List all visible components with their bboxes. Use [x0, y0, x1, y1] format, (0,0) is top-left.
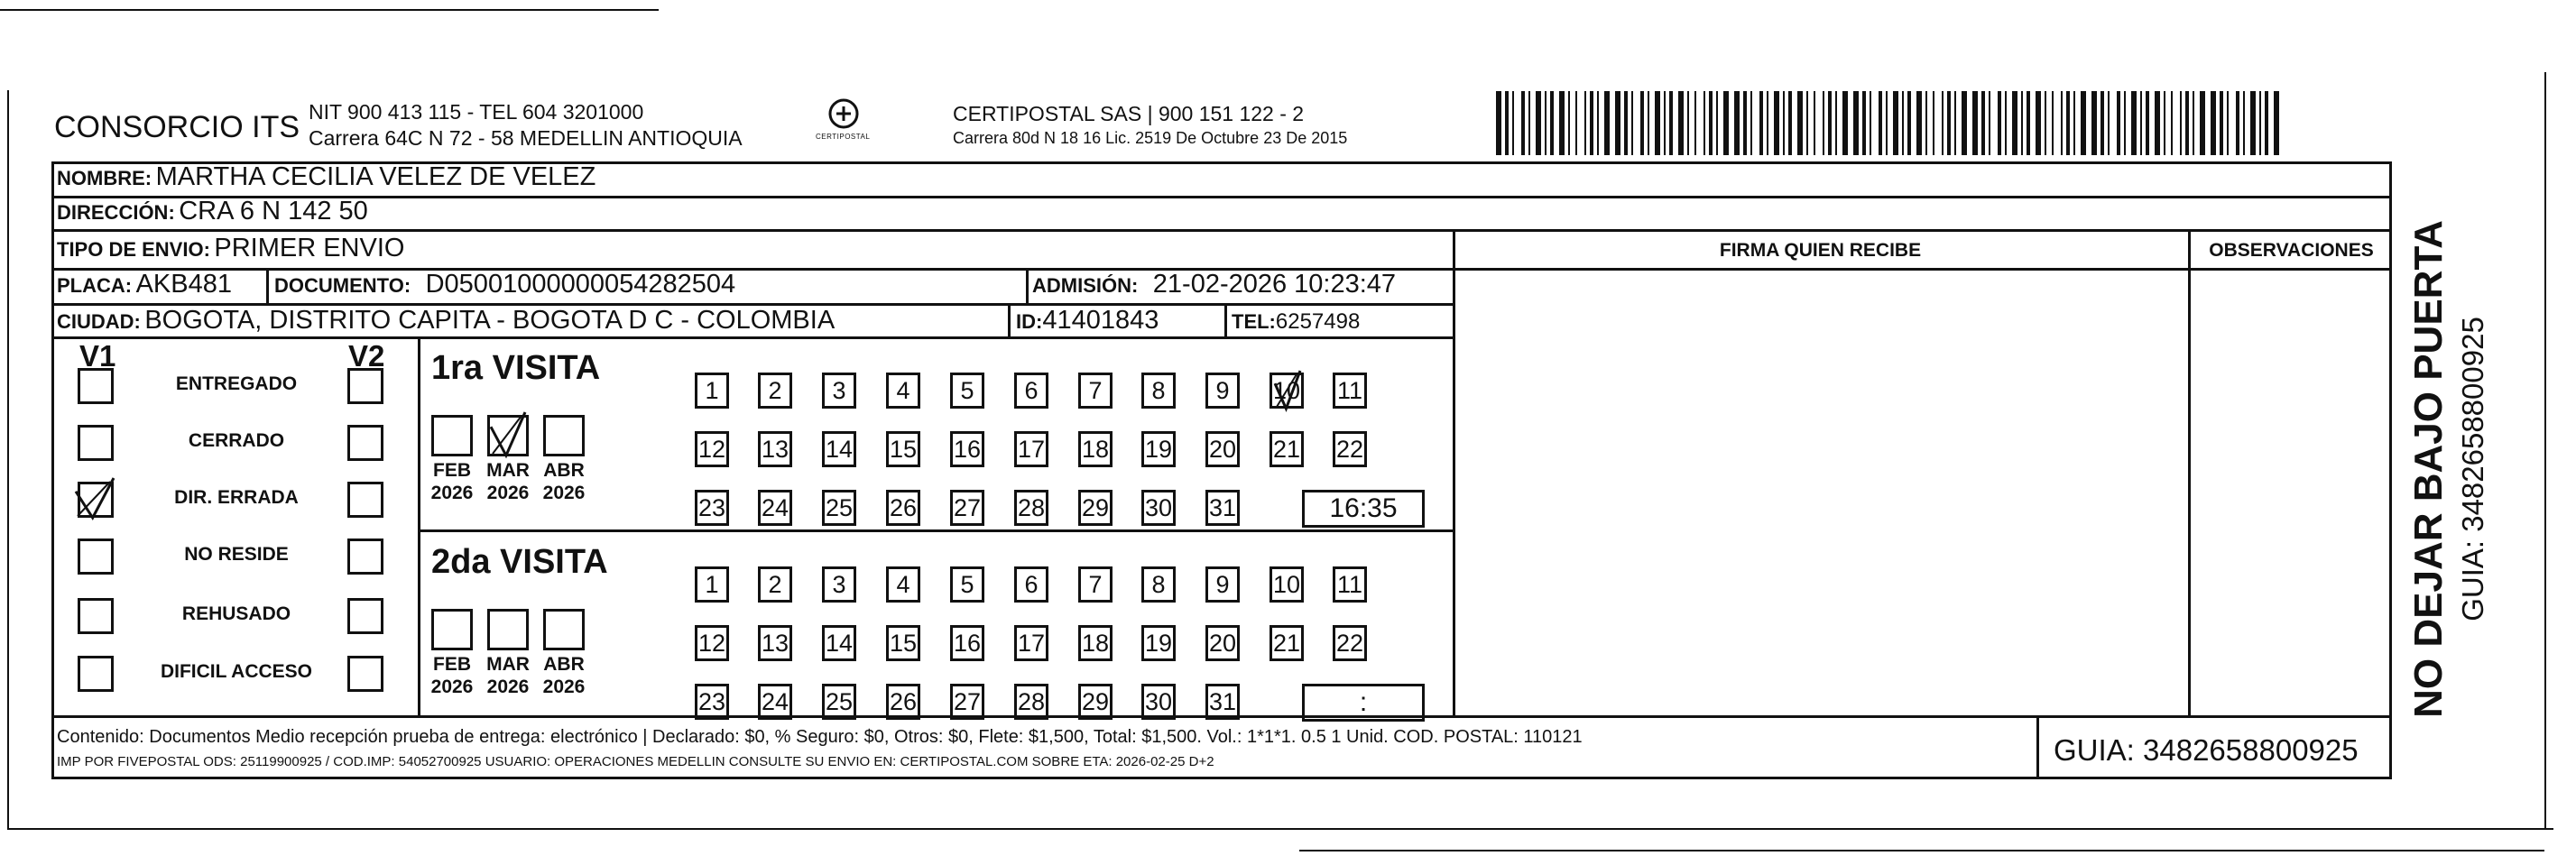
visit-2-day-28[interactable]: 28 [1014, 684, 1048, 720]
visit-1-day-21[interactable]: 21 [1270, 431, 1304, 467]
visit-1-day-18[interactable]: 18 [1078, 431, 1113, 467]
carrier-logo-icon [812, 96, 875, 150]
visit-1-day-19[interactable]: 19 [1141, 431, 1176, 467]
visit-1-day-15[interactable]: 15 [886, 431, 920, 467]
ciudad-cell [57, 306, 835, 336]
row-line-2 [51, 229, 2392, 232]
visit-1-day-4[interactable]: 4 [886, 373, 920, 409]
visit-1-day-22[interactable]: 22 [1333, 431, 1367, 467]
v2-checkbox-5[interactable] [347, 598, 383, 634]
visit-2-day-7[interactable]: 7 [1078, 566, 1113, 603]
placa-cell [57, 270, 232, 299]
visit-2-day-1[interactable]: 1 [695, 566, 729, 603]
visit-2-day-4[interactable]: 4 [886, 566, 920, 603]
carrier-address: Carrera 80d N 18 16 Lic. 2519 De Octubre 23 De 2015 [953, 129, 1348, 147]
documento-value: D05001000000054282504 [425, 270, 736, 299]
visit-2-day-15[interactable]: 15 [886, 625, 920, 661]
firma-header: FIRMA QUIEN RECIBE [1719, 240, 1922, 261]
visit-divider [418, 529, 1453, 532]
visit-2-day-26[interactable]: 26 [886, 684, 920, 720]
visit-1-day-7[interactable]: 7 [1078, 373, 1113, 409]
visit-2-day-5[interactable]: 5 [950, 566, 984, 603]
visit-title-2: 2da VISITA [431, 543, 608, 581]
ciudad-value: BOGOTA, DISTRITO CAPITA - BOGOTA D C - COLOMBIA [144, 306, 836, 335]
tel-label: TEL: [1232, 310, 1276, 333]
visit-1-month-label-2: MAR [486, 460, 530, 481]
visit-title-1: 1ra VISITA [431, 349, 601, 387]
visit-1-day-9[interactable]: 9 [1205, 373, 1240, 409]
company-address: Carrera 64C N 72 - 58 MEDELLIN ANTIOQUIA [309, 126, 743, 150]
paper-edge-bottom [9, 828, 2553, 830]
visit-1-day-1[interactable]: 1 [695, 373, 729, 409]
visit-1-day-27[interactable]: 27 [950, 490, 984, 526]
visit-2-day-30[interactable]: 30 [1141, 684, 1176, 720]
visit-2-year-label-2: 2026 [486, 677, 530, 697]
v1-checkbox-2[interactable] [78, 425, 114, 461]
visit-2-day-9[interactable]: 9 [1205, 566, 1240, 603]
visit-1-day-8[interactable]: 8 [1141, 373, 1176, 409]
visit-1-day-24[interactable]: 24 [758, 490, 792, 526]
barcode [1496, 91, 2285, 155]
visit-2-day-31[interactable]: 31 [1205, 684, 1240, 720]
tipo-row [57, 234, 404, 263]
tipo-label: TIPO DE ENVIO: [57, 238, 210, 261]
tipo-value: PRIMER ENVIO [214, 234, 405, 262]
visit-2-month-label-1: FEB [433, 654, 471, 675]
visit-1-day-16[interactable]: 16 [950, 431, 984, 467]
side-warning: NO DEJAR BAJO PUERTA [2406, 220, 2451, 718]
carrier-name: CERTIPOSTAL SAS | 900 151 122 - 2 [953, 102, 1305, 125]
nombre-label: NOMBRE: [57, 167, 152, 189]
visit-1-day-6[interactable]: 6 [1014, 373, 1048, 409]
visit-2-day-29[interactable]: 29 [1078, 684, 1113, 720]
visit-1-day-check [1273, 369, 1302, 410]
visit-2-year-label-1: 2026 [430, 677, 474, 697]
v1-check-mark [74, 476, 115, 520]
direccion-value: CRA 6 N 142 50 [179, 197, 368, 226]
visit-2-day-8[interactable]: 8 [1141, 566, 1176, 603]
visit-2-month-label-2: MAR [486, 654, 530, 675]
col-city-id [1008, 303, 1011, 336]
visit-2-day-27[interactable]: 27 [950, 684, 984, 720]
admision-label: ADMISIÓN: [1032, 274, 1139, 297]
tel-cell [1232, 309, 1360, 335]
col-firma-header-line [1453, 268, 2392, 271]
visit-1-day-30[interactable]: 30 [1141, 490, 1176, 526]
paper-edge-top [0, 9, 659, 11]
visit-2-day-19[interactable]: 19 [1141, 625, 1176, 661]
v1-label: V1 [79, 339, 116, 373]
placa-label: PLACA: [57, 274, 133, 297]
status-label-2: CERRADO [188, 430, 285, 451]
v2-label: V2 [348, 339, 385, 373]
visit-2-day-6[interactable]: 6 [1014, 566, 1048, 603]
v1-checkbox-6[interactable] [78, 656, 114, 692]
status-right-line [418, 336, 420, 715]
visit-1-day-3[interactable]: 3 [822, 373, 856, 409]
col-firma-left [1453, 229, 1455, 715]
visit-1-day-5[interactable]: 5 [950, 373, 984, 409]
placa-value: AKB481 [135, 270, 232, 299]
direccion-label: DIRECCIÓN: [57, 201, 175, 224]
visit-1-day-11[interactable]: 11 [1333, 373, 1367, 409]
status-label-4: NO RESIDE [184, 544, 289, 565]
visit-1-day-20[interactable]: 20 [1205, 431, 1240, 467]
visit-1-month-box-3[interactable] [543, 415, 585, 456]
side-guia: GUIA: 3482658800925 [2456, 317, 2489, 621]
v1-checkbox-5[interactable] [78, 598, 114, 634]
col-id-tel [1224, 303, 1227, 336]
visit-2-day-18[interactable]: 18 [1078, 625, 1113, 661]
footer-guia-sep [2036, 715, 2039, 779]
nombre-row [57, 162, 596, 192]
visit-1-day-26[interactable]: 26 [886, 490, 920, 526]
status-label-3: DIR. ERRADA [174, 487, 299, 508]
visit-1-month-box-1[interactable] [431, 415, 473, 456]
row-line-1 [51, 196, 2392, 198]
paper-edge-left [7, 90, 9, 830]
visit-2-day-3[interactable]: 3 [822, 566, 856, 603]
visit-1-day-17[interactable]: 17 [1014, 431, 1048, 467]
carrier-logo [812, 96, 875, 150]
visit-1-day-10[interactable]: 10 [1270, 373, 1304, 409]
visit-2-day-17[interactable]: 17 [1014, 625, 1048, 661]
col-doc-adm [1026, 268, 1029, 303]
visit-2-day-14[interactable]: 14 [822, 625, 856, 661]
company-nit: NIT 900 413 115 - TEL 604 3201000 [309, 100, 644, 124]
visit-2-day-21[interactable]: 21 [1270, 625, 1304, 661]
visit-1-day-13[interactable]: 13 [758, 431, 792, 467]
footer-guia: GUIA: 3482658800925 [2054, 733, 2359, 767]
visit-2-day-11[interactable]: 11 [1333, 566, 1367, 603]
v2-checkbox-6[interactable] [347, 656, 383, 692]
visit-2-month-label-3: ABR [543, 654, 585, 675]
v2-checkbox-2[interactable] [347, 425, 383, 461]
visit-2-time-box[interactable]: : [1302, 684, 1425, 722]
visit-2-day-23[interactable]: 23 [695, 684, 729, 720]
direccion-row [57, 197, 368, 226]
visit-2-day-16[interactable]: 16 [950, 625, 984, 661]
documento-label: DOCUMENTO: [274, 274, 411, 297]
barcode-bars [1496, 91, 2285, 155]
visit-2-day-13[interactable]: 13 [758, 625, 792, 661]
footer-contenido: Contenido: Documentos Medio recepción prueba de entrega: electrónico | Declarado: $0, % Seguro: $0, Otros: $0, Flete: $1,500, Total: $1,500. Vol.: 1*1*1. 0.5 1 Unid. COD. POSTAL: 110121 [57, 727, 1583, 747]
visit-1-day-31[interactable]: 31 [1205, 490, 1240, 526]
row-line-5 [51, 336, 1453, 339]
visit-1-day-25[interactable]: 25 [822, 490, 856, 526]
visit-1-day-2[interactable]: 2 [758, 373, 792, 409]
footer-imp: IMP POR FIVEPOSTAL ODS: 25119900925 / COD.IMP: 54052700925 USUARIO: OPERACIONES MEDELLIN CONSULTE SU ENVIO EN: CERTIPOSTAL.COM SOBRE ETA: 2026-02-25 D+2 [57, 754, 1214, 769]
visit-2-day-25[interactable]: 25 [822, 684, 856, 720]
visit-2-day-10[interactable]: 10 [1270, 566, 1304, 603]
visit-1-year-label-3: 2026 [542, 483, 586, 503]
col-placa-doc [266, 268, 269, 303]
admision-value: 21-02-2026 10:23:47 [1152, 270, 1397, 299]
admision-cell [1032, 270, 1396, 299]
documento-cell [274, 270, 735, 299]
visit-1-day-28[interactable]: 28 [1014, 490, 1048, 526]
id-cell [1016, 306, 1159, 336]
v2-checkbox-3[interactable] [347, 482, 383, 518]
visit-1-month-label-1: FEB [433, 460, 471, 481]
visit-2-day-20[interactable]: 20 [1205, 625, 1240, 661]
col-obs-left [2188, 229, 2191, 715]
id-value: 41401843 [1042, 306, 1159, 335]
v1-checkbox-4[interactable] [78, 538, 114, 575]
visit-1-year-label-2: 2026 [486, 483, 530, 503]
ciudad-label: CIUDAD: [57, 310, 141, 333]
visit-1-day-23[interactable]: 23 [695, 490, 729, 526]
v2-checkbox-1[interactable] [347, 368, 383, 404]
visit-2-day-24[interactable]: 24 [758, 684, 792, 720]
id-label: ID: [1016, 310, 1043, 333]
company-name: CONSORCIO ITS [54, 110, 300, 144]
visit-2-day-12[interactable]: 12 [695, 625, 729, 661]
v1-checkbox-1[interactable] [78, 368, 114, 404]
visit-1-day-12[interactable]: 12 [695, 431, 729, 467]
visit-1-time-box[interactable]: 16:35 [1302, 490, 1425, 528]
status-label-5: REHUSADO [181, 603, 291, 624]
visit-2-day-22[interactable]: 22 [1333, 625, 1367, 661]
nombre-value: MARTHA CECILIA VELEZ DE VELEZ [155, 162, 596, 191]
visit-1-month-check [489, 410, 527, 457]
visit-2-day-2[interactable]: 2 [758, 566, 792, 603]
visit-2-month-box-3[interactable] [543, 609, 585, 650]
paper-edge-bottom-2 [1299, 850, 2544, 851]
visit-1-month-label-3: ABR [543, 460, 585, 481]
carrier-logo-text: CERTIPOSTAL [816, 133, 871, 141]
status-label-1: ENTREGADO [175, 373, 298, 394]
observaciones-header: OBSERVACIONES [2209, 240, 2374, 261]
tel-value: 6257498 [1275, 309, 1361, 334]
v2-checkbox-4[interactable] [347, 538, 383, 575]
visit-1-year-label-1: 2026 [430, 483, 474, 503]
paper-edge-right [2544, 72, 2546, 830]
visit-2-month-box-2[interactable] [487, 609, 529, 650]
visit-1-day-29[interactable]: 29 [1078, 490, 1113, 526]
status-label-6: DIFICIL ACCESO [160, 661, 312, 682]
visit-2-year-label-3: 2026 [542, 677, 586, 697]
visit-2-month-box-1[interactable] [431, 609, 473, 650]
visit-1-day-14[interactable]: 14 [822, 431, 856, 467]
